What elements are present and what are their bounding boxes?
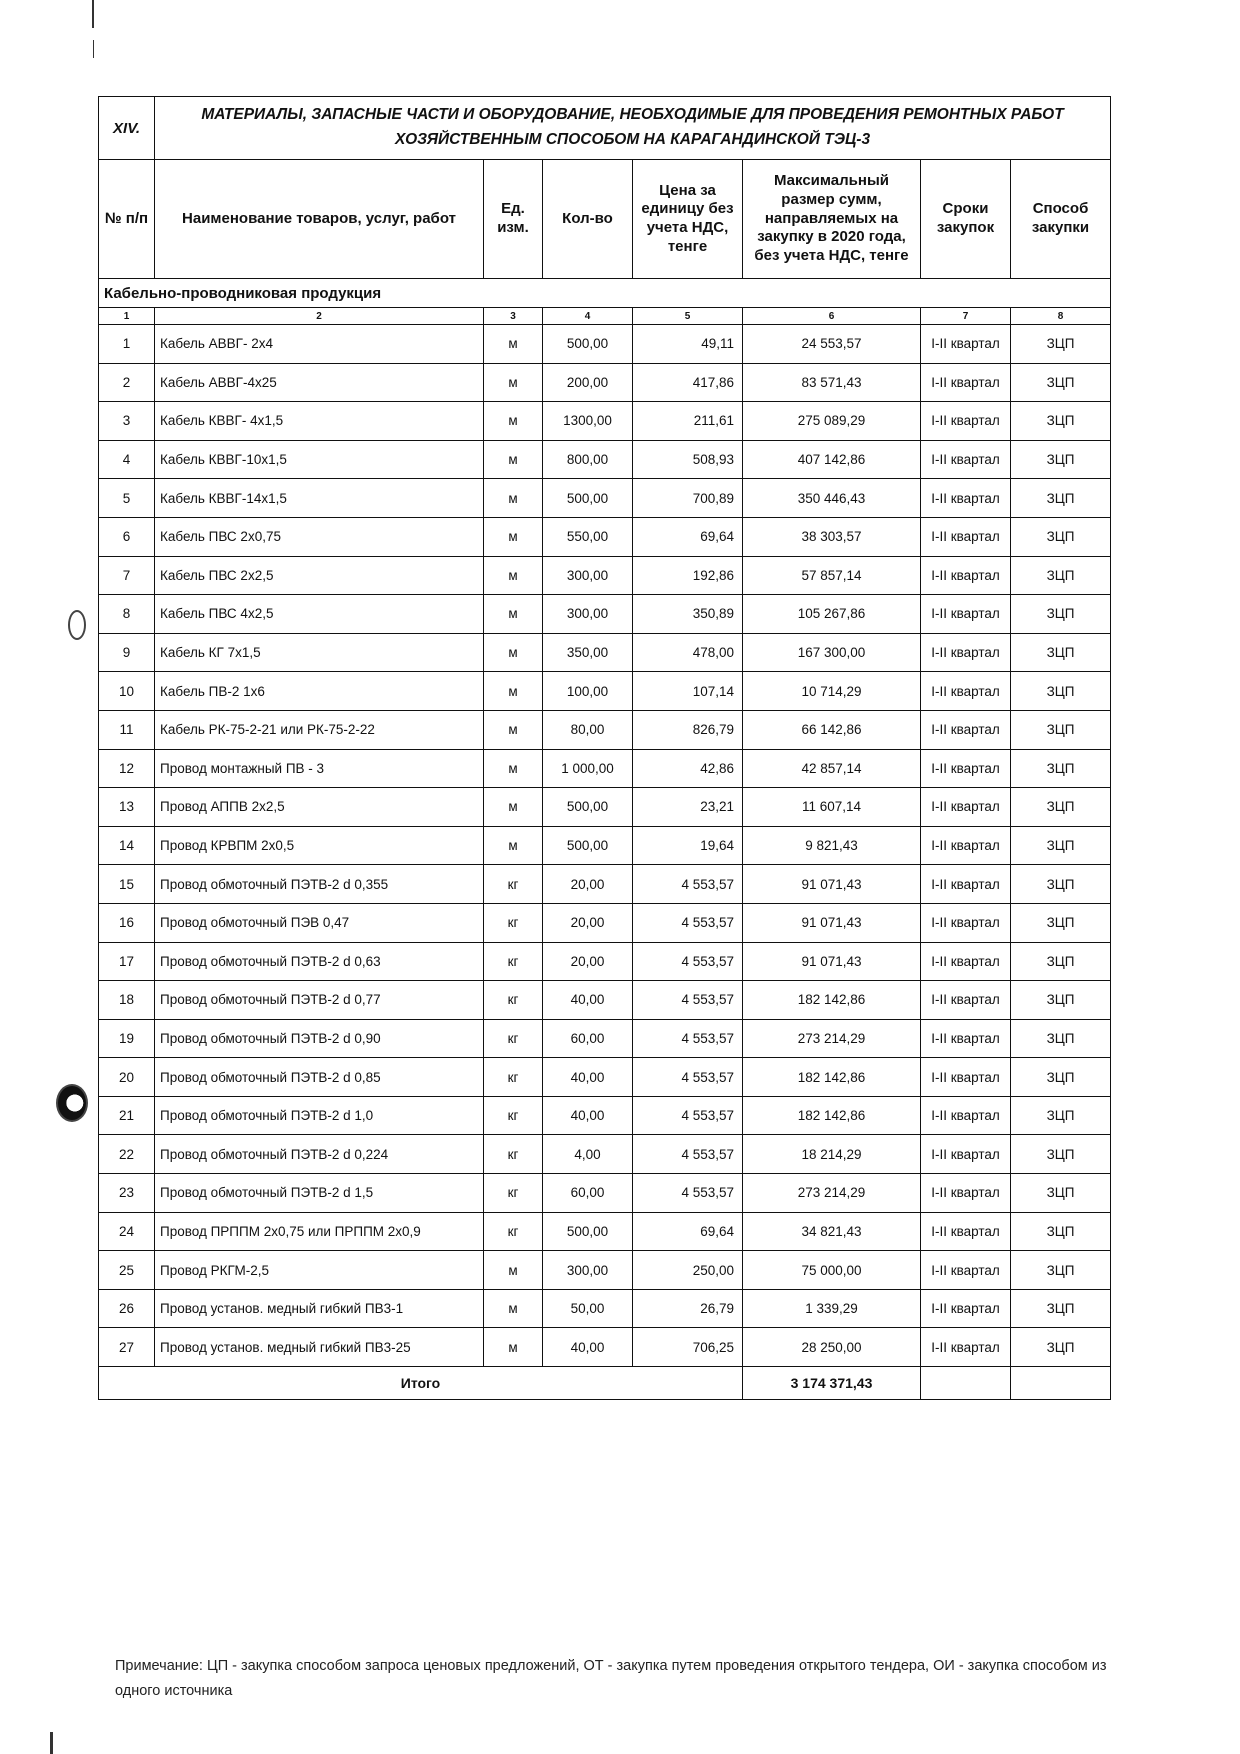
unit-price: 4 553,57 <box>633 1096 743 1135</box>
header-period: Сроки закупок <box>921 160 1011 279</box>
table-row <box>99 826 1111 865</box>
table-row <box>99 325 1111 364</box>
row-number: 10 <box>99 672 155 711</box>
punch-hole <box>56 1084 88 1122</box>
row-number: 11 <box>99 710 155 749</box>
max-sum: 1 339,29 <box>743 1289 921 1328</box>
unit: м <box>484 1328 543 1367</box>
table-row <box>99 440 1111 479</box>
unit-price: 4 553,57 <box>633 1174 743 1213</box>
quantity: 80,00 <box>543 710 633 749</box>
unit: кг <box>484 1058 543 1097</box>
row-number: 13 <box>99 788 155 827</box>
footnote: Примечание: ЦП - закупка способом запроса ценовых предложений, ОТ - закупка путем проведения открытого тендера, ОИ - закупка способом из одного источника <box>115 1658 1107 1699</box>
unit: м <box>484 325 543 364</box>
item-name: Кабель КВВГ-10х1,5 <box>155 440 484 479</box>
purchase-period: I-II квартал <box>921 402 1011 441</box>
purchase-method: ЗЦП <box>1011 1096 1111 1135</box>
purchase-method: ЗЦП <box>1011 1289 1111 1328</box>
scan-edge-line <box>50 1732 53 1754</box>
purchase-period: I-II квартал <box>921 363 1011 402</box>
max-sum: 34 821,43 <box>743 1212 921 1251</box>
max-sum: 182 142,86 <box>743 981 921 1020</box>
item-name: Кабель АВВГ- 2х4 <box>155 325 484 364</box>
item-name: Провод обмоточный ПЭТВ-2 d 0,63 <box>155 942 484 981</box>
purchase-method: ЗЦП <box>1011 1019 1111 1058</box>
row-number: 14 <box>99 826 155 865</box>
purchase-period: I-II квартал <box>921 325 1011 364</box>
purchase-method: ЗЦП <box>1011 595 1111 634</box>
row-number: 3 <box>99 402 155 441</box>
purchase-method: ЗЦП <box>1011 749 1111 788</box>
item-name: Провод РКГМ-2,5 <box>155 1251 484 1290</box>
purchase-method: ЗЦП <box>1011 672 1111 711</box>
purchase-method: ЗЦП <box>1011 1135 1111 1174</box>
table-row <box>99 903 1111 942</box>
purchase-method: ЗЦП <box>1011 633 1111 672</box>
unit-price: 478,00 <box>633 633 743 672</box>
scan-edge-line <box>92 0 94 28</box>
unit: м <box>484 1289 543 1328</box>
item-name: Провод обмоточный ПЭТВ-2 d 0,224 <box>155 1135 484 1174</box>
unit-price: 508,93 <box>633 440 743 479</box>
item-name: Провод обмоточный ПЭТВ-2 d 1,5 <box>155 1174 484 1213</box>
unit-price: 4 553,57 <box>633 1135 743 1174</box>
unit-price: 49,11 <box>633 325 743 364</box>
purchase-method: ЗЦП <box>1011 865 1111 904</box>
purchase-period: I-II квартал <box>921 903 1011 942</box>
section-number: XIV. <box>99 97 155 160</box>
purchase-method: ЗЦП <box>1011 402 1111 441</box>
row-number: 17 <box>99 942 155 981</box>
item-name: Кабель КВВГ- 4х1,5 <box>155 402 484 441</box>
quantity: 40,00 <box>543 1096 633 1135</box>
table-row <box>99 517 1111 556</box>
purchase-period: I-II квартал <box>921 1212 1011 1251</box>
max-sum: 66 142,86 <box>743 710 921 749</box>
unit: кг <box>484 1096 543 1135</box>
row-number: 20 <box>99 1058 155 1097</box>
row-number: 27 <box>99 1328 155 1367</box>
purchase-period: I-II квартал <box>921 479 1011 518</box>
quantity: 800,00 <box>543 440 633 479</box>
quantity: 50,00 <box>543 1289 633 1328</box>
unit: кг <box>484 903 543 942</box>
unit-price: 19,64 <box>633 826 743 865</box>
quantity: 20,00 <box>543 903 633 942</box>
total-row <box>99 1367 1111 1400</box>
max-sum: 28 250,00 <box>743 1328 921 1367</box>
purchase-method: ЗЦП <box>1011 556 1111 595</box>
max-sum: 24 553,57 <box>743 325 921 364</box>
unit: м <box>484 402 543 441</box>
row-number: 22 <box>99 1135 155 1174</box>
max-sum: 83 571,43 <box>743 363 921 402</box>
quantity: 500,00 <box>543 1212 633 1251</box>
quantity: 100,00 <box>543 672 633 711</box>
header-max-sum: Максимальный размер сумм, направляемых на закупку в 2020 года, без учета НДС, тенге <box>743 160 921 279</box>
quantity: 40,00 <box>543 1058 633 1097</box>
table-row <box>99 1135 1111 1174</box>
column-number: 2 <box>155 308 484 325</box>
table-row <box>99 981 1111 1020</box>
max-sum: 275 089,29 <box>743 402 921 441</box>
quantity: 300,00 <box>543 556 633 595</box>
unit-price: 4 553,57 <box>633 903 743 942</box>
row-number: 15 <box>99 865 155 904</box>
quantity: 500,00 <box>543 826 633 865</box>
header-price: Цена за единицу без учета НДС, тенге <box>633 160 743 279</box>
unit: кг <box>484 1212 543 1251</box>
purchase-method: ЗЦП <box>1011 1058 1111 1097</box>
column-number: 1 <box>99 308 155 325</box>
quantity: 1 000,00 <box>543 749 633 788</box>
table-row <box>99 556 1111 595</box>
row-number: 12 <box>99 749 155 788</box>
max-sum: 42 857,14 <box>743 749 921 788</box>
row-number: 8 <box>99 595 155 634</box>
max-sum: 182 142,86 <box>743 1096 921 1135</box>
header-quantity: Кол-во <box>543 160 633 279</box>
unit: м <box>484 479 543 518</box>
purchase-period: I-II квартал <box>921 1096 1011 1135</box>
purchase-method: ЗЦП <box>1011 325 1111 364</box>
item-name: Провод обмоточный ПЭТВ-2 d 0,85 <box>155 1058 484 1097</box>
item-name: Провод обмоточный ПЭТВ-2 d 0,355 <box>155 865 484 904</box>
item-name: Провод обмоточный ПЭТВ-2 d 0,90 <box>155 1019 484 1058</box>
purchase-period: I-II квартал <box>921 517 1011 556</box>
max-sum: 18 214,29 <box>743 1135 921 1174</box>
max-sum: 273 214,29 <box>743 1174 921 1213</box>
row-number: 19 <box>99 1019 155 1058</box>
quantity: 1300,00 <box>543 402 633 441</box>
quantity: 40,00 <box>543 981 633 1020</box>
row-number: 24 <box>99 1212 155 1251</box>
header-unit: Ед. изм. <box>484 160 543 279</box>
row-number: 16 <box>99 903 155 942</box>
unit: м <box>484 440 543 479</box>
quantity: 500,00 <box>543 325 633 364</box>
unit: кг <box>484 1174 543 1213</box>
purchase-period: I-II квартал <box>921 749 1011 788</box>
item-name: Кабель ПВ-2 1х6 <box>155 672 484 711</box>
max-sum: 75 000,00 <box>743 1251 921 1290</box>
quantity: 20,00 <box>543 865 633 904</box>
max-sum: 273 214,29 <box>743 1019 921 1058</box>
unit-price: 826,79 <box>633 710 743 749</box>
column-number: 6 <box>743 308 921 325</box>
item-name: Провод обмоточный ПЭТВ-2 d 1,0 <box>155 1096 484 1135</box>
item-name: Кабель РК-75-2-21 или РК-75-2-22 <box>155 710 484 749</box>
row-number: 23 <box>99 1174 155 1213</box>
column-number: 4 <box>543 308 633 325</box>
section-title: МАТЕРИАЛЫ, ЗАПАСНЫЕ ЧАСТИ И ОБОРУДОВАНИЕ, НЕОБХОДИМЫЕ ДЛЯ ПРОВЕДЕНИЯ РЕМОНТНЫХ РАБОТ ХОЗЯЙСТВЕННЫМ СПОСОБОМ НА КАРАГАНДИНСКОЙ ТЭЦ-3 <box>155 97 1111 160</box>
unit: кг <box>484 865 543 904</box>
table-row <box>99 1096 1111 1135</box>
unit-price: 107,14 <box>633 672 743 711</box>
row-number: 2 <box>99 363 155 402</box>
quantity: 20,00 <box>543 942 633 981</box>
quantity: 350,00 <box>543 633 633 672</box>
unit: м <box>484 710 543 749</box>
purchase-period: I-II квартал <box>921 865 1011 904</box>
max-sum: 91 071,43 <box>743 865 921 904</box>
table-row <box>99 479 1111 518</box>
item-name: Провод установ. медный гибкий ПВ3-25 <box>155 1328 484 1367</box>
purchase-period: I-II квартал <box>921 981 1011 1020</box>
row-number: 4 <box>99 440 155 479</box>
unit-price: 4 553,57 <box>633 1019 743 1058</box>
unit-price: 69,64 <box>633 517 743 556</box>
column-number: 3 <box>484 308 543 325</box>
header-number: № п/п <box>99 160 155 279</box>
unit-price: 250,00 <box>633 1251 743 1290</box>
column-number: 5 <box>633 308 743 325</box>
unit: м <box>484 363 543 402</box>
header-row <box>99 160 1111 279</box>
purchase-period: I-II квартал <box>921 788 1011 827</box>
item-name: Провод обмоточный ПЭВ 0,47 <box>155 903 484 942</box>
punch-hole <box>68 610 86 640</box>
table-row <box>99 865 1111 904</box>
table-row <box>99 1019 1111 1058</box>
row-number: 5 <box>99 479 155 518</box>
row-number: 18 <box>99 981 155 1020</box>
unit-price: 23,21 <box>633 788 743 827</box>
section-title-row <box>99 97 1111 160</box>
table-row <box>99 1212 1111 1251</box>
purchase-period: I-II квартал <box>921 1135 1011 1174</box>
row-number: 1 <box>99 325 155 364</box>
max-sum: 9 821,43 <box>743 826 921 865</box>
item-name: Провод АППВ 2х2,5 <box>155 788 484 827</box>
table-row <box>99 1289 1111 1328</box>
purchase-period: I-II квартал <box>921 942 1011 981</box>
purchase-period: I-II квартал <box>921 1019 1011 1058</box>
purchase-method: ЗЦП <box>1011 981 1111 1020</box>
row-number: 7 <box>99 556 155 595</box>
max-sum: 91 071,43 <box>743 942 921 981</box>
purchase-period: I-II квартал <box>921 672 1011 711</box>
purchase-method: ЗЦП <box>1011 479 1111 518</box>
unit-price: 26,79 <box>633 1289 743 1328</box>
max-sum: 38 303,57 <box>743 517 921 556</box>
unit: м <box>484 633 543 672</box>
max-sum: 91 071,43 <box>743 903 921 942</box>
item-name: Провод ПРППМ 2х0,75 или ПРППМ 2х0,9 <box>155 1212 484 1251</box>
category-label: Кабельно-проводниковая продукция <box>99 279 1111 308</box>
max-sum: 182 142,86 <box>743 1058 921 1097</box>
purchase-method: ЗЦП <box>1011 903 1111 942</box>
unit: кг <box>484 1135 543 1174</box>
purchase-method: ЗЦП <box>1011 710 1111 749</box>
unit: м <box>484 595 543 634</box>
item-name: Кабель АВВГ-4х25 <box>155 363 484 402</box>
max-sum: 57 857,14 <box>743 556 921 595</box>
table-row <box>99 402 1111 441</box>
max-sum: 105 267,86 <box>743 595 921 634</box>
header-name: Наименование товаров, услуг, работ <box>155 160 484 279</box>
unit-price: 4 553,57 <box>633 1058 743 1097</box>
empty-cell <box>921 1367 1011 1400</box>
max-sum: 167 300,00 <box>743 633 921 672</box>
item-name: Провод обмоточный ПЭТВ-2 d 0,77 <box>155 981 484 1020</box>
purchase-period: I-II квартал <box>921 440 1011 479</box>
quantity: 500,00 <box>543 479 633 518</box>
unit: м <box>484 1251 543 1290</box>
unit: м <box>484 517 543 556</box>
purchase-period: I-II квартал <box>921 1058 1011 1097</box>
unit-price: 700,89 <box>633 479 743 518</box>
row-number: 25 <box>99 1251 155 1290</box>
purchase-period: I-II квартал <box>921 1289 1011 1328</box>
purchase-period: I-II квартал <box>921 1174 1011 1213</box>
table-row <box>99 633 1111 672</box>
table-body <box>99 325 1111 1367</box>
max-sum: 350 446,43 <box>743 479 921 518</box>
column-number: 8 <box>1011 308 1111 325</box>
item-name: Кабель ПВС 2х2,5 <box>155 556 484 595</box>
table-row <box>99 1328 1111 1367</box>
unit: кг <box>484 981 543 1020</box>
category-row <box>99 279 1111 308</box>
unit: м <box>484 826 543 865</box>
table-row <box>99 363 1111 402</box>
procurement-table <box>98 96 1111 1400</box>
table-row <box>99 1251 1111 1290</box>
purchase-period: I-II квартал <box>921 633 1011 672</box>
table-row <box>99 1174 1111 1213</box>
max-sum: 407 142,86 <box>743 440 921 479</box>
empty-cell <box>1011 1367 1111 1400</box>
scan-edge-line <box>93 40 94 58</box>
column-number: 7 <box>921 308 1011 325</box>
purchase-method: ЗЦП <box>1011 942 1111 981</box>
unit-price: 4 553,57 <box>633 942 743 981</box>
unit-price: 350,89 <box>633 595 743 634</box>
item-name: Провод монтажный ПВ - 3 <box>155 749 484 788</box>
quantity: 300,00 <box>543 1251 633 1290</box>
table-row <box>99 672 1111 711</box>
purchase-period: I-II квартал <box>921 710 1011 749</box>
purchase-period: I-II квартал <box>921 556 1011 595</box>
unit-price: 706,25 <box>633 1328 743 1367</box>
item-name: Кабель КВВГ-14х1,5 <box>155 479 484 518</box>
unit-price: 192,86 <box>633 556 743 595</box>
item-name: Кабель ПВС 4х2,5 <box>155 595 484 634</box>
unit: м <box>484 788 543 827</box>
row-number: 9 <box>99 633 155 672</box>
purchase-method: ЗЦП <box>1011 1212 1111 1251</box>
unit: м <box>484 556 543 595</box>
purchase-method: ЗЦП <box>1011 788 1111 827</box>
item-name: Кабель КГ 7х1,5 <box>155 633 484 672</box>
unit-price: 4 553,57 <box>633 981 743 1020</box>
item-name: Провод установ. медный гибкий ПВ3-1 <box>155 1289 484 1328</box>
unit: м <box>484 749 543 788</box>
item-name: Провод КРВПМ 2х0,5 <box>155 826 484 865</box>
quantity: 60,00 <box>543 1174 633 1213</box>
header-method: Способ закупки <box>1011 160 1111 279</box>
purchase-method: ЗЦП <box>1011 1328 1111 1367</box>
purchase-method: ЗЦП <box>1011 826 1111 865</box>
purchase-method: ЗЦП <box>1011 363 1111 402</box>
quantity: 40,00 <box>543 1328 633 1367</box>
unit: кг <box>484 1019 543 1058</box>
row-number: 26 <box>99 1289 155 1328</box>
table-row <box>99 749 1111 788</box>
item-name: Кабель ПВС 2х0,75 <box>155 517 484 556</box>
purchase-period: I-II квартал <box>921 826 1011 865</box>
quantity: 60,00 <box>543 1019 633 1058</box>
table-row <box>99 942 1111 981</box>
quantity: 550,00 <box>543 517 633 556</box>
row-number: 6 <box>99 517 155 556</box>
purchase-method: ЗЦП <box>1011 1174 1111 1213</box>
table-row <box>99 710 1111 749</box>
quantity: 300,00 <box>543 595 633 634</box>
max-sum: 11 607,14 <box>743 788 921 827</box>
quantity: 200,00 <box>543 363 633 402</box>
unit-price: 69,64 <box>633 1212 743 1251</box>
purchase-period: I-II квартал <box>921 595 1011 634</box>
total-label: Итого <box>99 1367 743 1400</box>
total-sum: 3 174 371,43 <box>743 1367 921 1400</box>
max-sum: 10 714,29 <box>743 672 921 711</box>
unit-price: 417,86 <box>633 363 743 402</box>
unit: кг <box>484 942 543 981</box>
column-number-row <box>99 308 1111 325</box>
purchase-period: I-II квартал <box>921 1251 1011 1290</box>
row-number: 21 <box>99 1096 155 1135</box>
purchase-method: ЗЦП <box>1011 517 1111 556</box>
purchase-method: ЗЦП <box>1011 1251 1111 1290</box>
table-row <box>99 595 1111 634</box>
unit: м <box>484 672 543 711</box>
unit-price: 211,61 <box>633 402 743 441</box>
table-row <box>99 788 1111 827</box>
purchase-period: I-II квартал <box>921 1328 1011 1367</box>
purchase-method: ЗЦП <box>1011 440 1111 479</box>
table-row <box>99 1058 1111 1097</box>
quantity: 4,00 <box>543 1135 633 1174</box>
quantity: 500,00 <box>543 788 633 827</box>
unit-price: 42,86 <box>633 749 743 788</box>
unit-price: 4 553,57 <box>633 865 743 904</box>
